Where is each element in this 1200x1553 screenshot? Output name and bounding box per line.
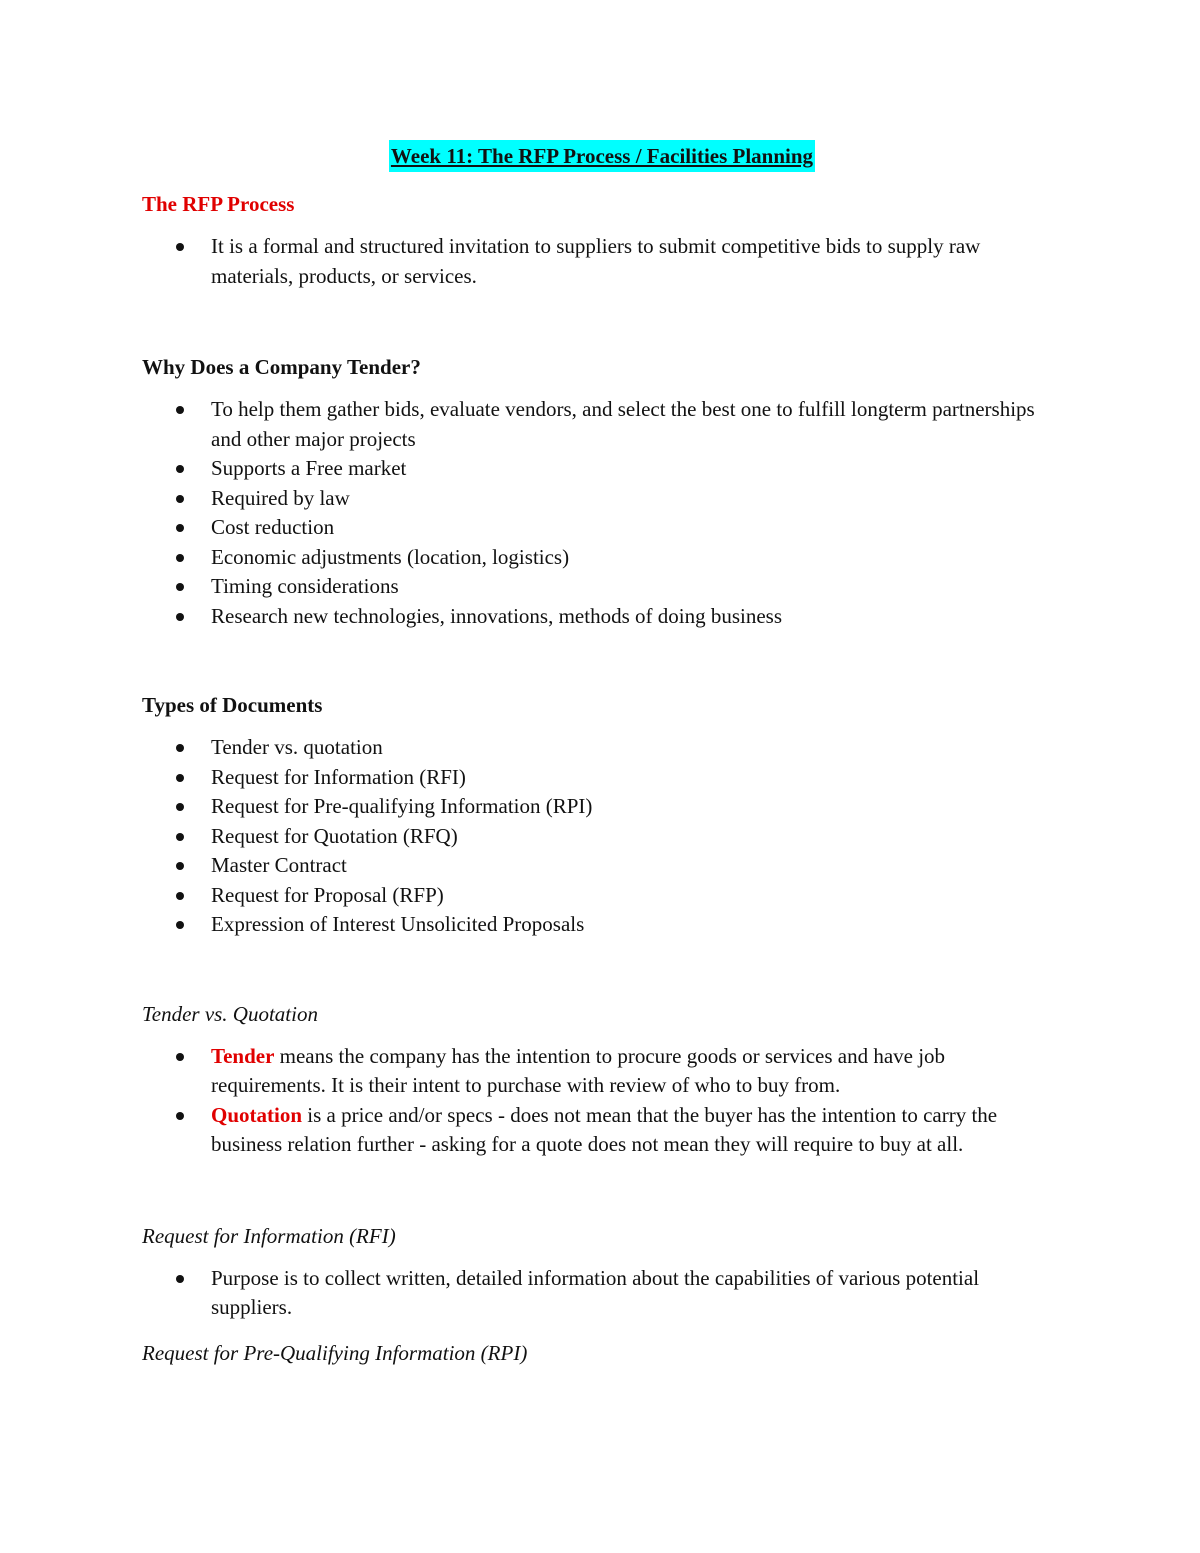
list-item: Request for Quotation (RFQ): [142, 822, 1062, 852]
list-rfp-process: [142, 232, 1062, 291]
list-item: Economic adjustments (location, logistics): [142, 543, 1062, 573]
list-item: Request for Information (RFI): [142, 763, 1062, 793]
list-item: Timing considerations: [142, 572, 1062, 602]
list-item: Expression of Interest Unsolicited Proposals: [142, 910, 1062, 940]
list-item: Required by law: [142, 484, 1062, 514]
heading-why-tender: Why Does a Company Tender?: [142, 355, 421, 379]
document-page: [142, 140, 1062, 1381]
list-item: [142, 1101, 1062, 1160]
list-item: Request for Pre-qualifying Information (RPI): [142, 792, 1062, 822]
list-item: Tender vs. quotation: [142, 733, 1062, 763]
heading-tender-vs-quotation: Tender vs. Quotation: [142, 1001, 318, 1026]
page-title: Week 11: The RFP Process / Facilities Planning: [389, 140, 815, 172]
definition-text: is a price and/or specs - does not mean that the buyer has the intention to carry the business relation further - asking for a quote does not mean they will require to buy at all.: [211, 1102, 998, 1156]
list-item: Purpose is to collect written, detailed information about the capabilities of various potential suppliers.: [142, 1264, 1062, 1323]
list-item: Supports a Free market: [142, 454, 1062, 484]
title-wrap: [142, 140, 1062, 172]
spacer: [142, 940, 1062, 998]
list-item: Request for Proposal (RFP): [142, 881, 1062, 911]
spacer: [142, 1323, 1062, 1337]
list-item: Research new technologies, innovations, methods of doing business: [142, 602, 1062, 632]
list-item: It is a formal and structured invitation to suppliers to submit competitive bids to supply raw materials, products, or services.: [142, 232, 1062, 291]
list-item: To help them gather bids, evaluate vendors, and select the best one to fulfill longterm partnerships and other major projects: [142, 395, 1062, 454]
spacer: [142, 291, 1062, 351]
heading-types-of-documents: Types of Documents: [142, 693, 323, 717]
term-quotation: Quotation: [211, 1102, 303, 1127]
list-rfi: [142, 1264, 1062, 1323]
list-item: Master Contract: [142, 851, 1062, 881]
list-item: Cost reduction: [142, 513, 1062, 543]
definition-text: means the company has the intention to procure goods or services and have job requirements. It is their intent to purchase with review of who to buy from.: [211, 1043, 946, 1097]
heading-rpi: Request for Pre-Qualifying Information (RPI): [142, 1340, 528, 1365]
spacer: [142, 1160, 1062, 1220]
list-item: [142, 1042, 1062, 1101]
heading-rfp-process: The RFP Process: [142, 192, 295, 216]
list-types-of-documents: [142, 733, 1062, 940]
heading-rfi: Request for Information (RFI): [142, 1223, 396, 1248]
term-tender: Tender: [211, 1043, 275, 1068]
list-tender-vs-quotation: [142, 1042, 1062, 1160]
list-why-tender: [142, 395, 1062, 631]
spacer: [142, 631, 1062, 689]
